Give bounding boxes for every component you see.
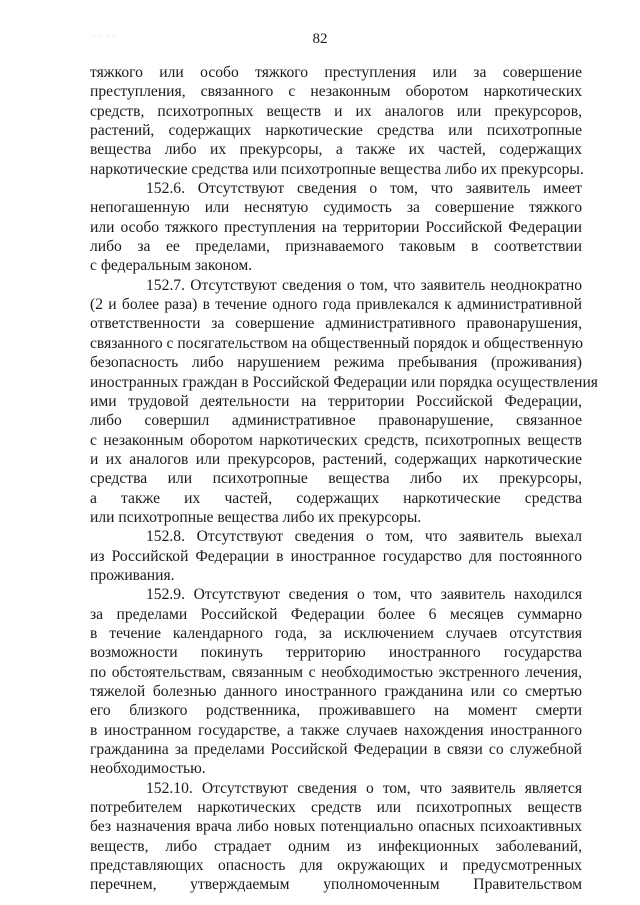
text-line: непогашенную или неснятую судимость за совершение тяжкого [90, 199, 582, 217]
text-line: 152.10. Отсутствуют сведения о том, что заявитель является [146, 779, 582, 797]
text-line: наркотические средства или психотропные вещества либо их прекурсоры. [90, 160, 584, 178]
text-line: потребителем наркотических средств или психотропных веществ [90, 799, 582, 817]
paragraph-152-6 [90, 179, 582, 276]
paragraph-continuation [90, 63, 582, 179]
paragraph-152-9 [90, 585, 582, 778]
text-line: либо совершил административное правонарушение, связанное [90, 412, 582, 430]
text-line: вещества либо их прекурсоры, а также их частей, содержащих [90, 141, 582, 159]
text-line: средств, психотропных веществ и их аналогов или прекурсоров, [90, 102, 582, 120]
text-line: с федеральным законом. [90, 257, 253, 275]
text-line: 152.9. Отсутствуют сведения о том, что заявитель находился [146, 586, 582, 604]
text-line: связанного с посягательством на общественный порядок и общественную [90, 334, 583, 352]
text-line: веществ, либо страдает одним из инфекционных заболеваний, [90, 837, 582, 855]
text-line: 152.6. Отсутствуют сведения о том, что заявитель имеет [146, 180, 582, 198]
text-line: тяжелой болезнью данного иностранного гражданина или со смертью [90, 683, 582, 700]
text-line: 152.8. Отсутствуют сведения о том, что заявитель выехал [146, 528, 582, 546]
text-line: 152.7. Отсутствуют сведения о том, что заявитель неоднократно [146, 276, 582, 294]
text-line: иностранных граждан в Российской Федерации или порядка осуществления [90, 373, 598, 391]
document-body [90, 63, 598, 895]
text-line: без назначения врача либо новых потенциально опасных психоактивных [90, 818, 582, 836]
text-line: перечнем, утверждаемым уполномоченным Правительством [90, 876, 582, 894]
text-line: и их аналогов или прекурсоров, растений, содержащих наркотические [90, 450, 582, 468]
text-line: (2 и более раза) в течение одного года привлекался к административной [90, 296, 582, 314]
text-line: преступления, связанного с незаконным оборотом наркотических [90, 83, 582, 101]
text-line: из Российской Федерации в иностранное государство для постоянного [90, 547, 582, 565]
text-line: за пределами Российской Федерации более 6 месяцев суммарно [90, 605, 582, 623]
text-line: его близкого родственника, проживавшего на момент смерти [90, 702, 582, 720]
text-line: растений, содержащих наркотические средства или психотропные [90, 122, 582, 140]
text-line: безопасность либо нарушением режима пребывания (проживания) [90, 354, 582, 372]
text-line: в иностранном государстве, а также случаев нахождения иностранного [90, 721, 582, 739]
text-line: ответственности за совершение административного правонарушения, [90, 315, 582, 333]
text-line: а также их частей, содержащих наркотические средства [90, 489, 582, 507]
text-line: по обстоятельствам, связанным с необходимостью экстренного лечения, [90, 663, 582, 681]
text-line: в течение календарного года, за исключением случаев отсутствия [90, 624, 582, 642]
paragraph-152-10 [90, 779, 582, 895]
text-line: возможности покинуть территорию иностранного государства [90, 644, 582, 662]
scan-artifact-mark: ·· ·· [92, 32, 118, 43]
text-line: представляющих опасность для окружающих и предусмотренных [90, 857, 582, 875]
text-line: средства или психотропные вещества либо их прекурсоры, [90, 470, 582, 488]
text-line: необходимостью. [90, 760, 206, 778]
text-line: либо за ее пределами, признаваемого таковым в соответствии [90, 238, 582, 256]
paragraph-152-7 [90, 276, 598, 527]
text-line: проживания. [90, 566, 175, 584]
text-line: или психотропные вещества либо их прекурсоры. [90, 508, 422, 526]
page-number: 82 [312, 31, 328, 47]
paragraph-152-8 [90, 527, 582, 585]
text-line: с незаконным оборотом наркотических средств, психотропных веществ [90, 431, 582, 449]
text-line: или особо тяжкого преступления на территории Российской Федерации [90, 218, 582, 236]
text-line: гражданина за пределами Российской Федерации в связи со служебной [90, 741, 582, 759]
text-line: тяжкого или особо тяжкого преступления или за совершение [90, 64, 582, 81]
text-line: ими трудовой деятельности на территории Российской Федерации, [90, 392, 582, 410]
